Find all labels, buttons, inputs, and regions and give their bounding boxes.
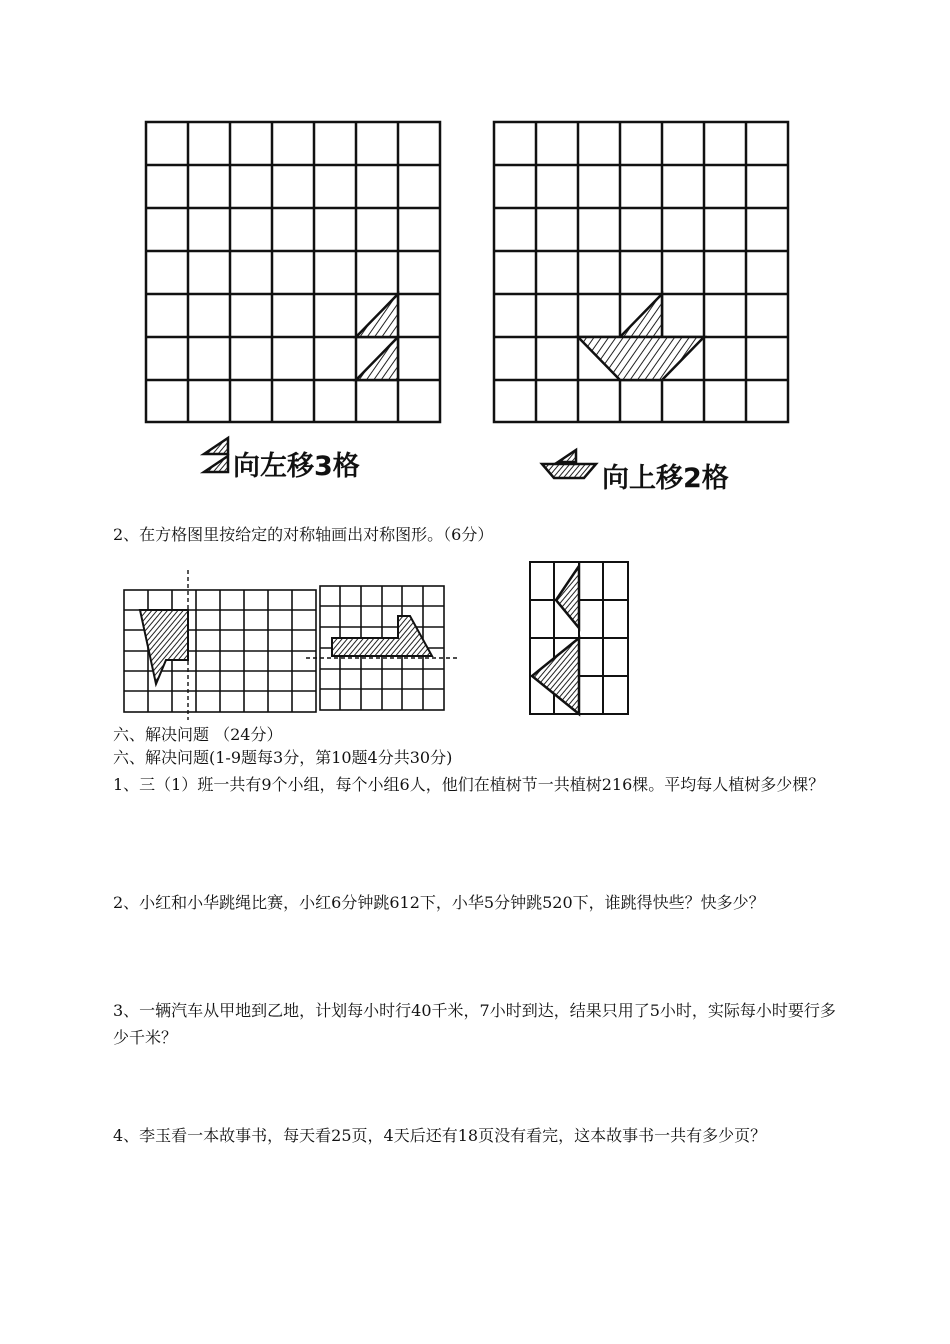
section-heading-a: 六、解决问题 （24分） — [113, 725, 283, 744]
left-label-shape-icon — [204, 438, 228, 472]
symmetry-heading: 2、在方格图里按给定的对称轴画出对称图形。（6分） — [113, 525, 494, 544]
symmetry-shape-3 — [532, 566, 579, 714]
section-heading-b: 六、解决问题(1-9题每3分，第10题4分共30分) — [113, 748, 453, 767]
right-shape — [578, 294, 704, 380]
problem-3: 3、一辆汽车从甲地到乙地，计划每小时行40千米，7小时到达，结果只用了5小时，实际每小时要行多少千米？ — [113, 1001, 836, 1047]
problem-2: 2、小红和小华跳绳比赛，小红6分钟跳612下，小华5分钟跳520下，谁跳得快些？快多少？ — [113, 893, 765, 912]
translation-figure — [130, 110, 820, 500]
symmetry-figures — [110, 560, 640, 720]
problem-4: 4、李玉看一本故事书，每天看25页，4天后还有18页没有看完，这本故事书一共有多少页？ — [113, 1126, 767, 1145]
left-shape — [356, 294, 398, 380]
right-label-shape-icon — [542, 450, 596, 478]
right-instruction-label: 向上移2格 — [602, 463, 729, 494]
symmetry-shape-1 — [140, 610, 188, 684]
left-instruction-label: 向左移3格 — [233, 451, 360, 482]
problem-1: 1、三（1）班一共有9个小组，每个小组6人，他们在植树节一共植树216棵。平均每人植树多少棵？ — [113, 775, 825, 794]
